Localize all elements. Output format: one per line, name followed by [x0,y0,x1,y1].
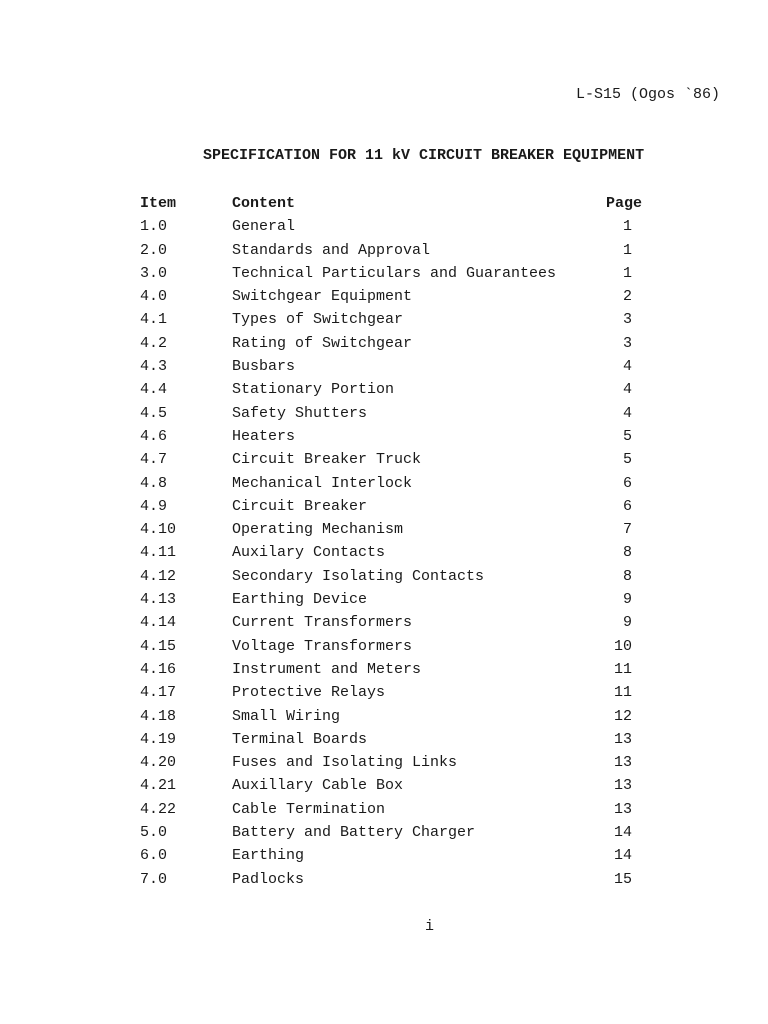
toc-row [140,754,642,777]
toc-item-content: Heaters [232,427,296,445]
toc-item-page: 5 [622,451,632,469]
toc-item-page: 9 [622,614,632,632]
toc-item-number: 4.2 [140,334,168,352]
toc-item-page: 13 [613,777,632,795]
toc-item-page: 3 [622,311,632,329]
toc-item-page: 8 [622,567,632,585]
toc-item-content: Earthing [232,847,305,865]
toc-row [140,265,642,288]
toc-row [140,661,642,684]
toc-item-number: 4.6 [140,427,168,445]
toc-item-page: 4 [622,404,632,422]
toc-item-content: Standards and Approval [232,241,431,259]
toc-item-page: 9 [622,591,632,609]
toc-item-content: Technical Particulars and Guarantees [232,264,557,282]
toc-row [140,451,642,474]
toc-row [140,708,642,731]
toc-item-page: 15 [613,870,632,888]
toc-item-number: 4.8 [140,474,168,492]
toc-row [140,638,642,661]
toc-item-number: 4.17 [140,684,177,702]
toc-item-page: 6 [622,474,632,492]
toc-row [140,614,642,637]
toc-item-page: 13 [613,754,632,772]
toc-item-number: 6.0 [140,847,168,865]
toc-item-page: 1 [622,241,632,259]
toc-row [140,521,642,544]
toc-item-number: 3.0 [140,264,168,282]
toc-row [140,498,642,521]
toc-row [140,311,642,334]
toc-item-number: 1.0 [140,218,168,236]
toc-row [140,871,642,894]
toc-item-content: Auxillary Cable Box [232,777,404,795]
toc-row [140,218,642,241]
toc-item-page: 7 [622,521,632,539]
toc-item-number: 5.0 [140,824,168,842]
toc-item-content: Protective Relays [232,684,386,702]
toc-header-page: Page [605,195,642,212]
toc-row [140,475,642,498]
toc-row [140,428,642,451]
toc-item-page: 11 [613,684,632,702]
document-title: SPECIFICATION FOR 11 kV CIRCUIT BREAKER EQUIPMENT [203,147,645,164]
toc-item-page: 13 [613,800,632,818]
toc-item-number: 4.11 [140,544,177,562]
toc-header-item: Item [140,195,177,212]
document-reference: L-S15 (Ogos `86) [575,86,720,103]
toc-item-content: Voltage Transformers [232,637,413,655]
toc-item-page: 12 [613,707,632,725]
toc-item-number: 2.0 [140,241,168,259]
page-number: i [425,918,435,935]
toc-item-number: 4.18 [140,707,177,725]
toc-item-number: 4.15 [140,637,177,655]
toc-item-page: 6 [622,497,632,515]
toc-item-content: Circuit Breaker Truck [232,451,422,469]
toc-row [140,591,642,614]
toc-header-row [140,195,642,218]
toc-rows [140,218,642,894]
toc-row [140,335,642,358]
toc-row [140,381,642,404]
toc-item-content: Current Transformers [232,614,413,632]
toc-item-page: 5 [622,427,632,445]
toc-item-page: 14 [613,847,632,865]
toc-item-content: Safety Shutters [232,404,368,422]
toc-item-content: Padlocks [232,870,305,888]
toc-item-page: 1 [622,218,632,236]
toc-item-content: Battery and Battery Charger [232,824,476,842]
toc-item-content: Instrument and Meters [232,660,422,678]
toc-item-number: 4.10 [140,521,177,539]
toc-item-content: Rating of Switchgear [232,334,413,352]
toc-item-page: 4 [622,358,632,376]
toc-item-page: 13 [613,730,632,748]
toc-item-number: 4.7 [140,451,168,469]
toc-item-number: 4.22 [140,800,177,818]
toc-item-content: Switchgear Equipment [232,288,413,306]
toc-item-number: 4.1 [140,311,168,329]
toc-item-content: Secondary Isolating Contacts [232,567,485,585]
toc-item-page: 1 [622,264,632,282]
toc-item-number: 4.0 [140,288,168,306]
toc-item-number: 4.14 [140,614,177,632]
toc-row [140,847,642,870]
toc-item-page: 2 [622,288,632,306]
toc-item-page: 10 [613,637,632,655]
toc-row [140,684,642,707]
toc-row [140,568,642,591]
toc-row [140,544,642,567]
toc-row [140,405,642,428]
toc-item-number: 4.9 [140,497,168,515]
toc-row [140,242,642,265]
toc-item-page: 8 [622,544,632,562]
toc-item-number: 4.3 [140,358,168,376]
toc-item-content: Stationary Portion [232,381,395,399]
toc-item-number: 4.13 [140,591,177,609]
toc-row [140,358,642,381]
toc-item-content: Fuses and Isolating Links [232,754,458,772]
toc-item-page: 14 [613,824,632,842]
toc-row [140,288,642,311]
table-of-contents [140,195,642,894]
toc-item-page: 4 [622,381,632,399]
toc-item-content: Operating Mechanism [232,521,404,539]
toc-item-content: Terminal Boards [232,730,368,748]
toc-item-page: 3 [622,334,632,352]
toc-item-number: 4.5 [140,404,168,422]
toc-header-content: Content [232,195,296,212]
toc-item-number: 4.19 [140,730,177,748]
toc-item-content: General [232,218,296,236]
toc-row [140,777,642,800]
toc-row [140,731,642,754]
toc-item-content: Small Wiring [232,707,341,725]
toc-item-content: Types of Switchgear [232,311,404,329]
toc-item-number: 4.4 [140,381,168,399]
toc-item-number: 4.12 [140,567,177,585]
toc-item-number: 4.21 [140,777,177,795]
toc-item-number: 4.16 [140,660,177,678]
toc-item-content: Circuit Breaker [232,497,368,515]
toc-row [140,801,642,824]
toc-item-content: Busbars [232,358,296,376]
toc-item-page: 11 [613,660,632,678]
toc-item-number: 4.20 [140,754,177,772]
toc-item-content: Cable Termination [232,800,386,818]
toc-row [140,824,642,847]
toc-item-content: Mechanical Interlock [232,474,413,492]
toc-item-content: Auxilary Contacts [232,544,386,562]
toc-item-content: Earthing Device [232,591,368,609]
toc-item-number: 7.0 [140,870,168,888]
